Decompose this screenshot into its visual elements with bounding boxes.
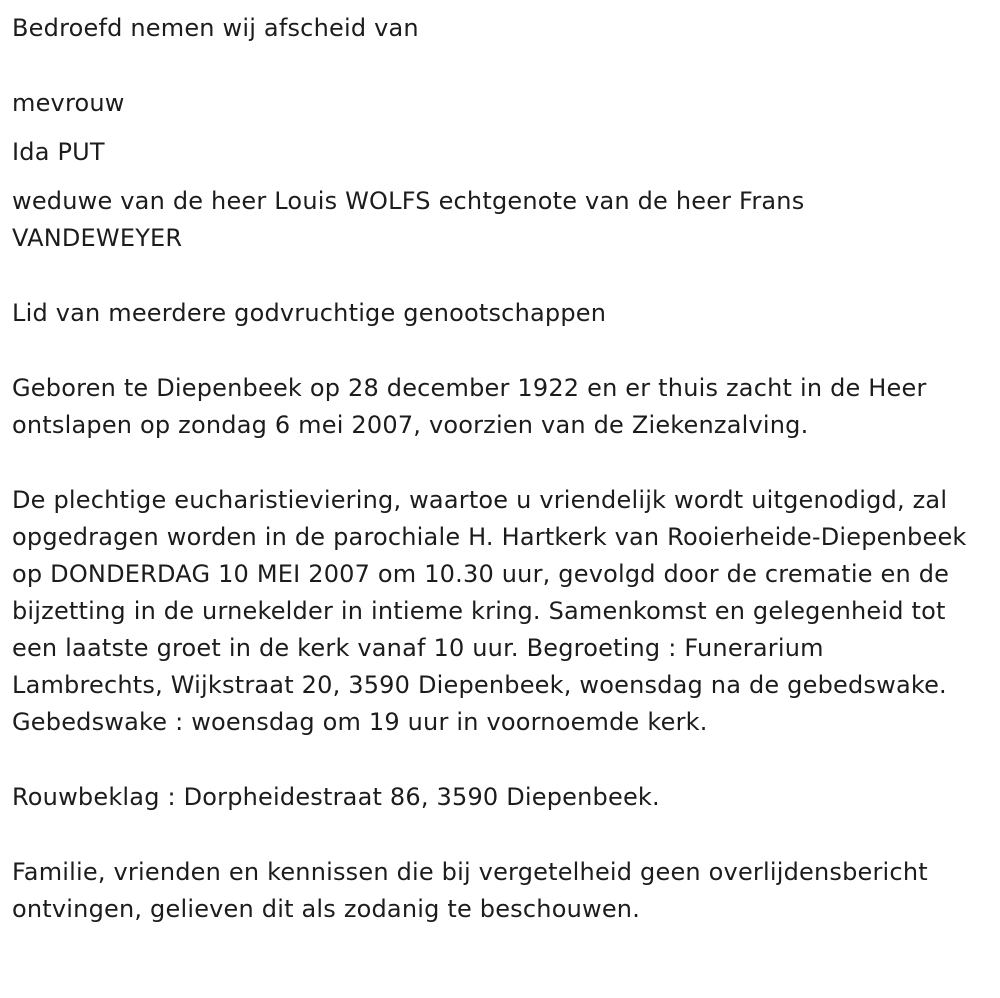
service-paragraph: De plechtige eucharistieviering, waartoe u vriendelijk wordt uitgenodigd, zal opgedragen worden in de parochiale H. Hartkerk van Rooierheide-Diepenbeek op DONDERDAG 10 MEI 2007 om 10.30 uur, gevolgd door de crematie en de bijzetting in de urnekelder in intieme kring. Samenkomst en gelegenheid tot een laatste groet in de kerk vanaf 10 uur. Begroeting : Funerarium Lambrechts, Wijkstraat 20, 3590 Diepenbeek, woensdag na de gebedswake. Gebedswake : woensdag om 19 uur in voornoemde kerk. xyxy=(12,486,967,736)
condolences-line: Rouwbeklag : Dorpheidestraat 86, 3590 Diepenbeek. xyxy=(12,783,660,811)
birth-death-paragraph: Geboren te Diepenbeek op 28 december 1922 en er thuis zacht in de Heer ontslapen op zondag 6 mei 2007, voorzien van de Ziekenzalving. xyxy=(12,374,927,439)
intro-line: Bedroefd nemen wij afscheid van xyxy=(12,14,419,42)
salutation: mevrouw xyxy=(12,89,125,117)
deceased-person-block xyxy=(12,85,982,257)
closing-paragraph: Familie, vrienden en kennissen die bij vergetelheid geen overlijdensbericht ontvingen, gelieven dit als zodanig te beschouwen. xyxy=(12,858,928,923)
deceased-name: Ida PUT xyxy=(12,138,105,166)
membership-line: Lid van meerdere godvruchtige genootschappen xyxy=(12,299,607,327)
relations-line: weduwe van de heer Louis WOLFS echtgenote van de heer Frans VANDEWEYER xyxy=(12,187,805,252)
